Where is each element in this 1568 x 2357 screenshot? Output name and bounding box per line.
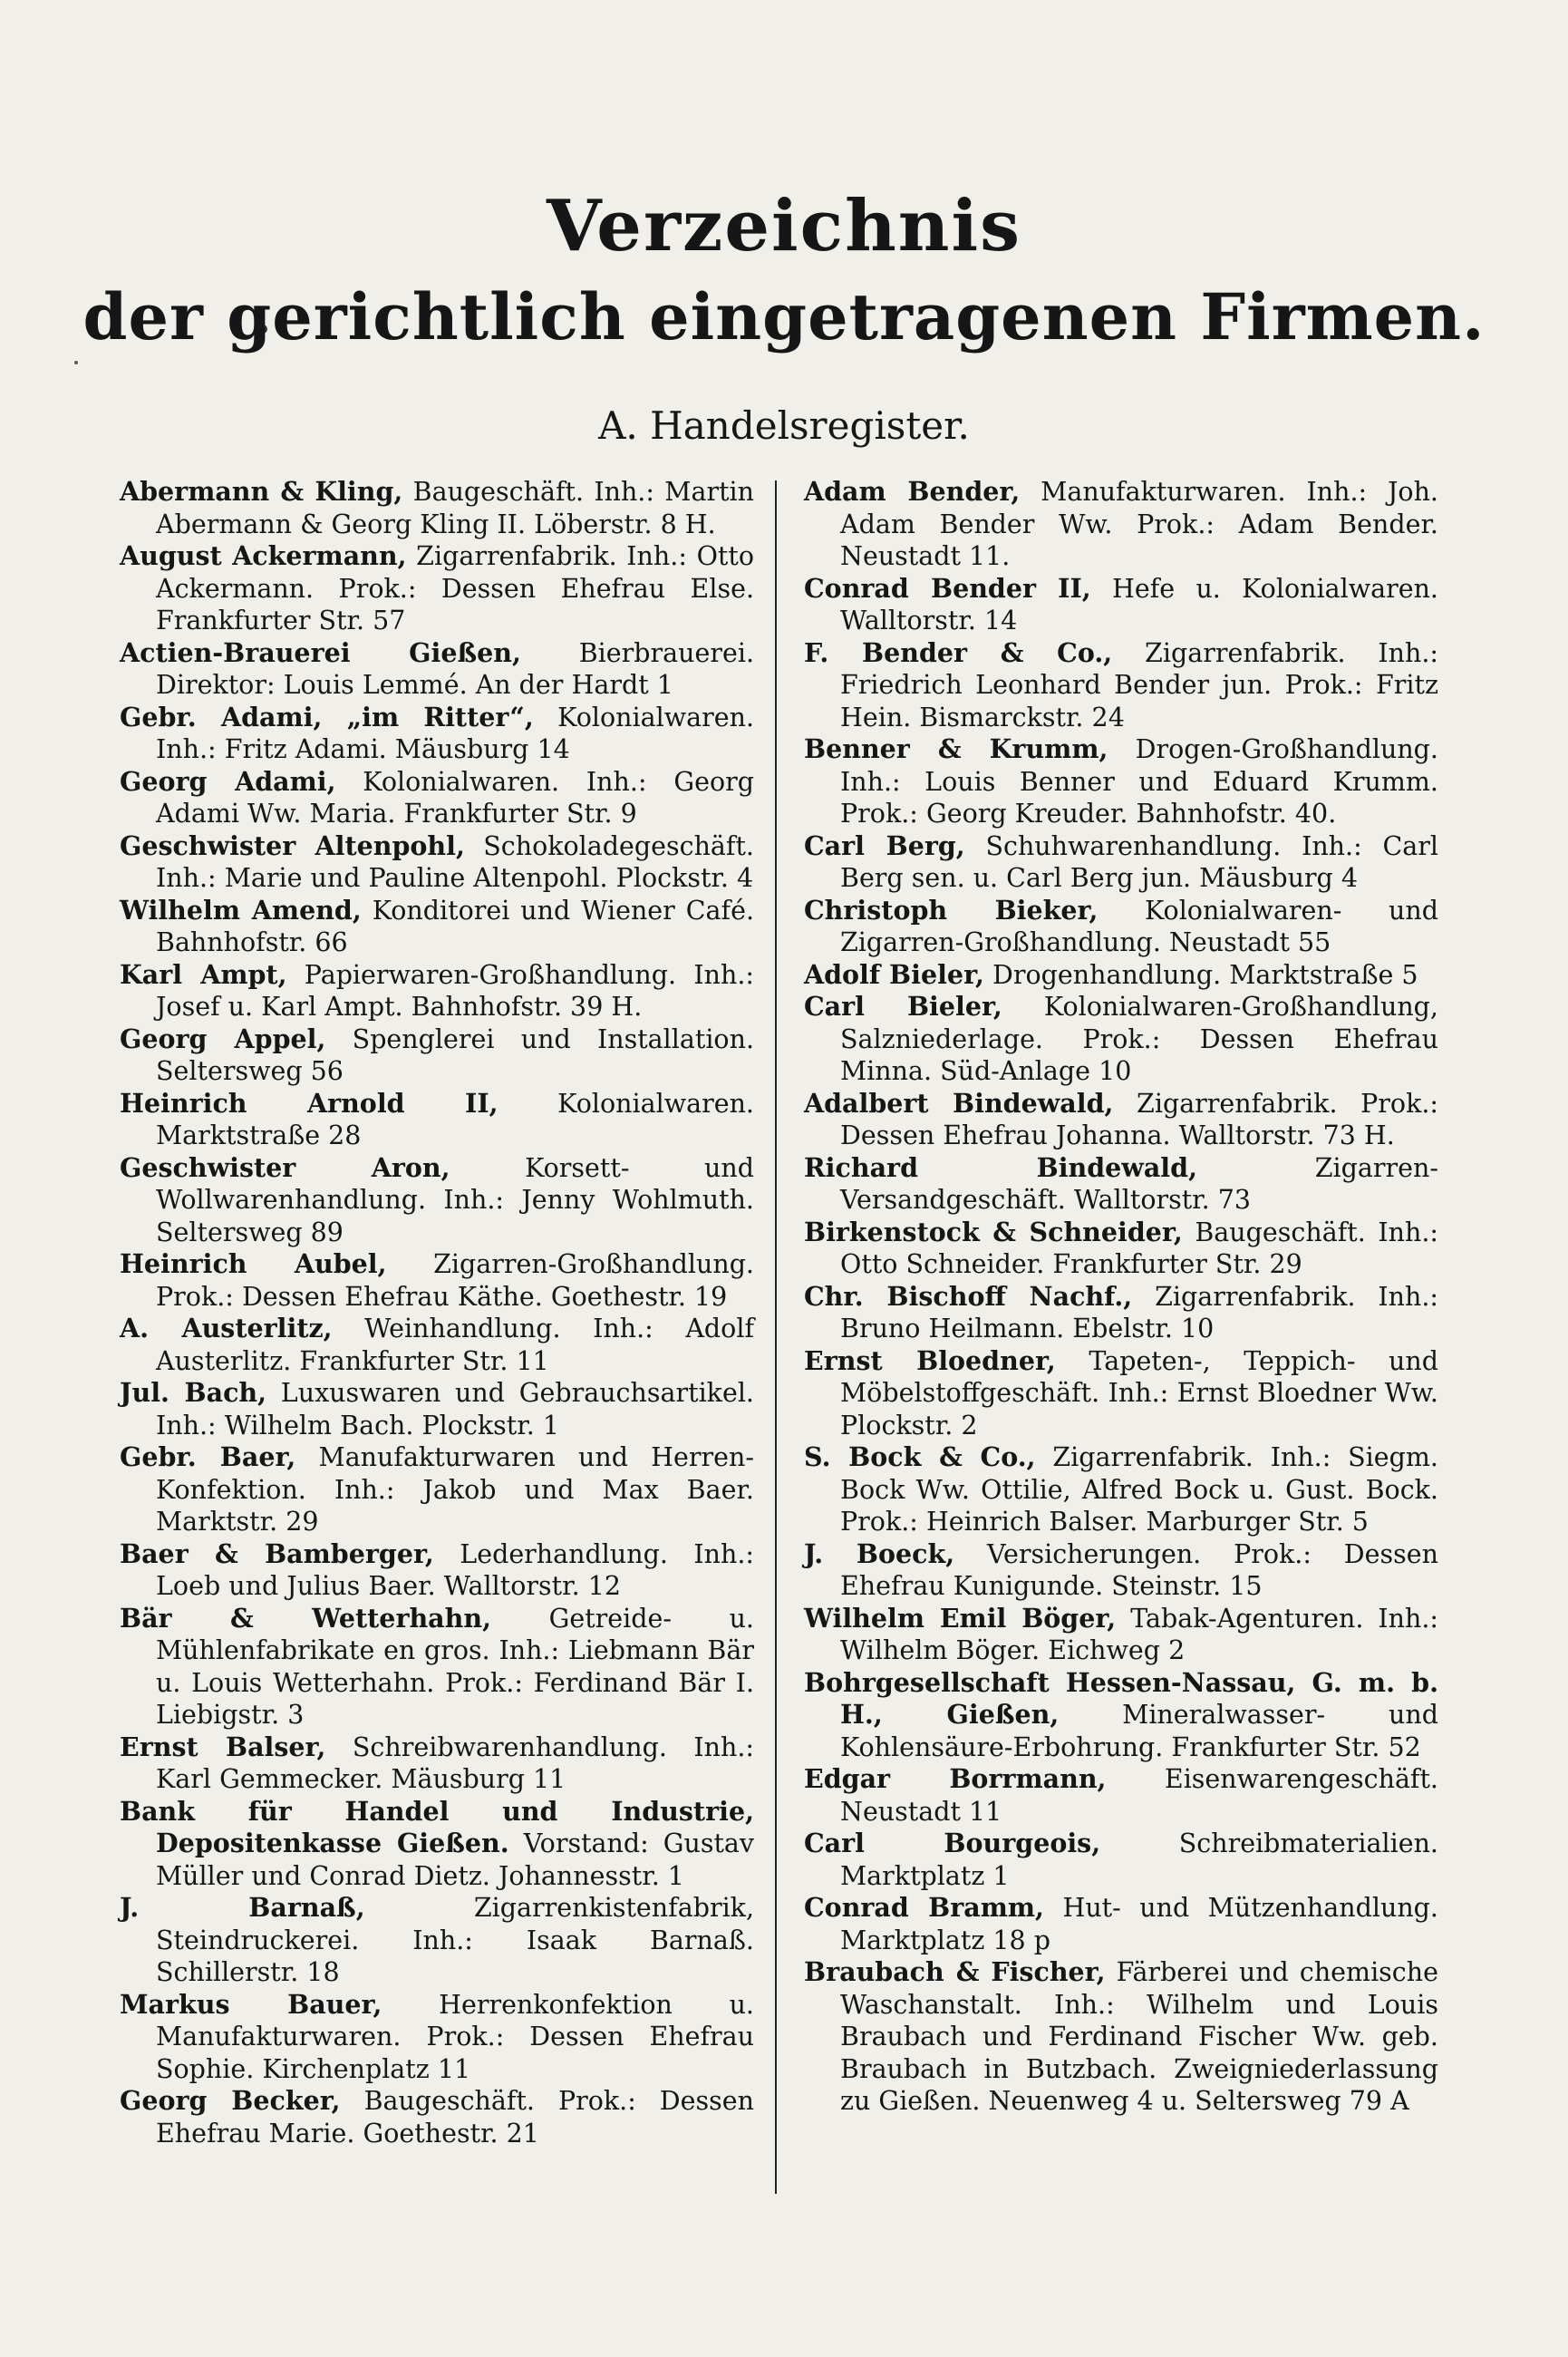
- firm-details: Versicherungen. Prok.: Dessen Ehefrau Kunigunde. Steinstr. 15: [840, 1538, 1438, 1601]
- register-entry: [804, 733, 1438, 830]
- firm-details: Baugeschäft. Prok.: Dessen Ehefrau Marie. Goethestr. 21: [156, 2086, 754, 2148]
- firm-details: Zigarrenfabrik. Inh.: Siegm. Bock Ww. Ottilie, Alfred Bock u. Gust. Bock. Prok.: Heinrich Balser. Marburger Str. 5: [840, 1442, 1438, 1537]
- left-column: [120, 476, 754, 2149]
- register-entry: [804, 476, 1438, 573]
- register-entry: [120, 1538, 754, 1603]
- register-entry: [120, 1892, 754, 1989]
- firm-name: August Ackermann,: [120, 540, 407, 571]
- register-entry: [120, 702, 754, 766]
- firm-details: Zigarren-Versandgeschäft. Walltorstr. 73: [840, 1152, 1439, 1215]
- register-entry: [120, 2085, 754, 2149]
- firm-name: J. Barnaß,: [120, 1892, 365, 1923]
- register-entry: [804, 1667, 1438, 1764]
- firm-name: Gebr. Baer,: [120, 1441, 296, 1472]
- firm-name: Markus Bauer,: [120, 1988, 382, 2020]
- firm-name: Georg Becker,: [120, 2085, 341, 2116]
- firm-details: Eisenwarengeschäft. Neustadt 11: [840, 1764, 1438, 1827]
- register-entry: [804, 1763, 1438, 1828]
- firm-name: Benner & Krumm,: [804, 733, 1108, 764]
- firm-details: Spenglerei und Installation. Seltersweg 56: [156, 1023, 755, 1086]
- firm-name: J. Boeck,: [804, 1537, 955, 1569]
- firm-details: Korsett- und Wollwarenhandlung. Inh.: Jenny Wohlmuth. Seltersweg 89: [156, 1152, 754, 1247]
- firm-details: Tapeten-, Teppich- und Möbelstoffgeschäft. Inh.: Ernst Bloedner Ww. Plockstr. 2: [840, 1345, 1439, 1440]
- register-entry: [804, 573, 1438, 637]
- firm-name: Jul. Bach,: [120, 1377, 267, 1408]
- register-entry: [804, 1828, 1438, 1892]
- firm-details: Getreide- u. Mühlenfabrikate en gros. Inh.: Liebmann Bär u. Louis Wetterhahn. Prok.: Ferdinand Bär I. Liebigstr. 3: [156, 1603, 754, 1730]
- firm-name: Geschwister Altenpohl,: [120, 829, 465, 861]
- register-entry: [120, 959, 754, 1023]
- register-entry: [120, 1248, 754, 1313]
- firm-details: Schreibmaterialien. Marktplatz 1: [840, 1828, 1438, 1891]
- right-column: [804, 476, 1438, 2118]
- register-entry: [120, 1023, 754, 1088]
- register-entry: [120, 1603, 754, 1731]
- firm-name: Adam Bender,: [804, 476, 1021, 507]
- register-entry: [120, 1441, 754, 1538]
- firm-details: Schokoladegeschäft. Inh.: Marie und Pauline Altenpohl. Plockstr. 4: [156, 830, 754, 893]
- register-entry: [804, 1956, 1438, 2118]
- firm-name: Karl Ampt,: [120, 958, 287, 990]
- firm-details: Drogen-Großhandlung. Inh.: Louis Benner und Eduard Krumm. Prok.: Georg Kreuder. Bahnhofstr. 40.: [840, 734, 1438, 829]
- register-entry: [120, 637, 754, 702]
- firm-name: Braubach & Fischer,: [804, 1956, 1106, 1987]
- firm-details: Hefe u. Kolonialwaren. Walltorstr. 14: [840, 573, 1438, 635]
- register-entry: [120, 830, 754, 895]
- register-entry: [804, 1538, 1438, 1603]
- firm-name: Chr. Bischoff Nachf.,: [804, 1280, 1133, 1312]
- register-entry: [804, 1152, 1438, 1217]
- firm-details: Tabak-Agenturen. Inh.: Wilhelm Böger. Eichweg 2: [840, 1603, 1438, 1665]
- firm-details: Hut- und Mützenhandlung. Marktplatz 18 p: [840, 1893, 1438, 1955]
- firm-name: Gebr. Adami, „im Ritter“,: [120, 701, 534, 732]
- firm-name: Geschwister Aron,: [120, 1151, 450, 1183]
- firm-details: Schuhwarenhandlung. Inh.: Carl Berg sen. u. Carl Berg jun. Mäusburg 4: [840, 830, 1438, 893]
- register-entry: [120, 1152, 754, 1249]
- register-entry: [120, 1989, 754, 2086]
- firm-details: Manufakturwaren und Herren-Konfektion. Inh.: Jakob und Max Baer. Marktstr. 29: [156, 1442, 754, 1537]
- firm-name: Bohrgesellschaft Hessen-Nassau, G. m. b. H., Gießen,: [804, 1666, 1438, 1730]
- register-entry: [804, 1892, 1438, 1956]
- firm-details: Kolonialwaren. Inh.: Georg Adami Ww. Maria. Frankfurter Str. 9: [156, 766, 754, 829]
- firm-name: Ernst Bloedner,: [804, 1344, 1056, 1376]
- firm-name: Actien-Brauerei Gießen,: [120, 636, 521, 668]
- firm-name: Georg Appel,: [120, 1023, 326, 1054]
- firm-details: Zigarrenfabrik. Prok.: Dessen Ehefrau Johanna. Walltorstr. 73 H.: [840, 1088, 1438, 1150]
- register-entry: [120, 1731, 754, 1796]
- firm-name: Conrad Bender II,: [804, 572, 1091, 604]
- firm-name: Edgar Borrmann,: [804, 1763, 1107, 1794]
- firm-name: Heinrich Arnold II,: [120, 1087, 498, 1119]
- firm-details: Zigarrenfabrik. Inh.: Friedrich Leonhard Bender jun. Prok.: Fritz Hein. Bismarckstr. 24: [840, 637, 1438, 732]
- firm-details: Zigarrenkistenfabrik, Steindruckerei. Inh.: Isaak Barnaß. Schillerstr. 18: [156, 1893, 755, 1987]
- firm-name: Georg Adami,: [120, 765, 336, 797]
- firm-details: Baugeschäft. Inh.: Otto Schneider. Frankfurter Str. 29: [840, 1217, 1438, 1279]
- firm-details: Mineralwasser- und Kohlensäure-Erbohrung. Frankfurter Str. 52: [840, 1700, 1438, 1762]
- register-entry: [120, 1796, 754, 1893]
- register-entry: [120, 766, 754, 830]
- register-entry: [804, 1217, 1438, 1281]
- column-divider: [775, 480, 777, 2194]
- register-entry: [120, 1313, 754, 1377]
- firm-name: Bank für Handel und Industrie, Depositenkasse Gießen.: [120, 1795, 754, 1858]
- register-entry: [804, 637, 1438, 734]
- firm-name: Abermann & Kling,: [120, 476, 403, 507]
- firm-details: Baugeschäft. Inh.: Martin Abermann & Georg Kling II. Löberstr. 8 H.: [156, 477, 754, 539]
- register-entry: [804, 1281, 1438, 1345]
- firm-name: Heinrich Aubel,: [120, 1248, 387, 1279]
- firm-details: Luxuswaren und Gebrauchsartikel. Inh.: Wilhelm Bach. Plockstr. 1: [156, 1378, 754, 1440]
- firm-name: Adolf Bieler,: [804, 958, 984, 990]
- firm-details: Drogenhandlung. Marktstraße 5: [983, 959, 1418, 990]
- firm-details: Schreibwarenhandlung. Inh.: Karl Gemmecker. Mäusburg 11: [156, 1731, 755, 1794]
- firm-details: Kolonialwaren. Inh.: Fritz Adami. Mäusburg 14: [156, 702, 755, 764]
- firm-details: Zigarren-Großhandlung. Prok.: Dessen Ehefrau Käthe. Goethestr. 19: [156, 1249, 754, 1312]
- firm-details: Manufakturwaren. Inh.: Joh. Adam Bender Ww. Prok.: Adam Bender. Neustadt 11.: [840, 477, 1438, 571]
- firm-name: A. Austerlitz,: [120, 1313, 333, 1343]
- register-entry: [804, 991, 1438, 1088]
- firm-details: Lederhandlung. Inh.: Loeb und Julius Baer. Walltorstr. 12: [156, 1538, 754, 1601]
- register-entry: [120, 1088, 754, 1152]
- register-entry: [804, 1345, 1438, 1442]
- section-heading: A. Handelsregister.: [598, 403, 970, 448]
- register-entry: [120, 1377, 754, 1441]
- firm-name: Carl Berg,: [804, 829, 965, 861]
- firm-details: Bierbrauerei. Direktor: Louis Lemmé. An der Hardt 1: [156, 637, 755, 700]
- firm-details: Kolonialwaren- und Zigarren-Großhandlung. Neustadt 55: [840, 895, 1438, 957]
- firm-name: Wilhelm Amend,: [120, 894, 362, 926]
- firm-details: Zigarrenfabrik. Inh.: Bruno Heilmann. Ebelstr. 10: [840, 1281, 1438, 1343]
- register-entry: [804, 1441, 1438, 1538]
- register-entry: [120, 540, 754, 637]
- firm-name: S. Bock & Co.,: [804, 1441, 1036, 1472]
- firm-details: Kolonialwaren-Großhandlung, Salzniederlage. Prok.: Dessen Ehefrau Minna. Süd-Anlage 10: [840, 992, 1438, 1086]
- page-title: Verzeichnis: [546, 185, 1022, 267]
- firm-details: Zigarrenfabrik. Inh.: Otto Ackermann. Prok.: Dessen Ehefrau Else. Frankfurter Str. 57: [156, 541, 754, 635]
- register-entry: [804, 1088, 1438, 1152]
- firm-name: Bär & Wetterhahn,: [120, 1602, 492, 1634]
- firm-details: Färberei und chemische Waschanstalt. Inh.: Wilhelm und Louis Braubach und Ferdinand Fischer Ww. geb. Braubach in Butzbach. Zweigniederlassung zu Gießen. Neuenweg 4 u. Seltersweg 79 A: [840, 1957, 1438, 2116]
- page-subtitle: der gerichtlich eingetragenen Firmen.: [82, 279, 1486, 354]
- firm-name: Adalbert Bindewald,: [804, 1087, 1114, 1119]
- firm-name: Conrad Bramm,: [804, 1892, 1044, 1923]
- register-entry: [804, 1603, 1438, 1667]
- firm-name: Christoph Bieker,: [804, 894, 1099, 926]
- register-entry: [804, 959, 1438, 992]
- firm-details: Kolonialwaren. Marktstraße 28: [156, 1088, 754, 1150]
- register-entry: [120, 895, 754, 959]
- title-block: [0, 181, 1568, 363]
- firm-details: Konditorei und Wiener Café. Bahnhofstr. 66: [156, 895, 755, 957]
- firm-name: F. Bender & Co.,: [804, 636, 1113, 668]
- firm-details: Papierwaren-Großhandlung. Inh.: Josef u. Karl Ampt. Bahnhofstr. 39 H.: [156, 959, 754, 1022]
- firm-name: Richard Bindewald,: [804, 1151, 1197, 1183]
- firm-name: Carl Bourgeois,: [804, 1828, 1101, 1858]
- firm-name: Wilhelm Emil Böger,: [804, 1602, 1117, 1634]
- firm-details: Herrenkonfektion u. Manufakturwaren. Prok.: Dessen Ehefrau Sophie. Kirchenplatz 11: [156, 1989, 754, 2084]
- register-entry: [804, 895, 1438, 959]
- firm-name: Birkenstock & Schneider,: [804, 1216, 1183, 1247]
- firm-name: Ernst Balser,: [120, 1731, 326, 1762]
- firm-details: Weinhandlung. Inh.: Adolf Austerlitz. Frankfurter Str. 11: [156, 1314, 754, 1376]
- register-entry: [804, 830, 1438, 895]
- register-entry: [120, 476, 754, 540]
- firm-details: Vorstand: Gustav Müller und Conrad Dietz. Johannesstr. 1: [156, 1828, 754, 1891]
- firm-name: Baer & Bamberger,: [120, 1537, 434, 1569]
- firm-name: Carl Bieler,: [804, 991, 1002, 1022]
